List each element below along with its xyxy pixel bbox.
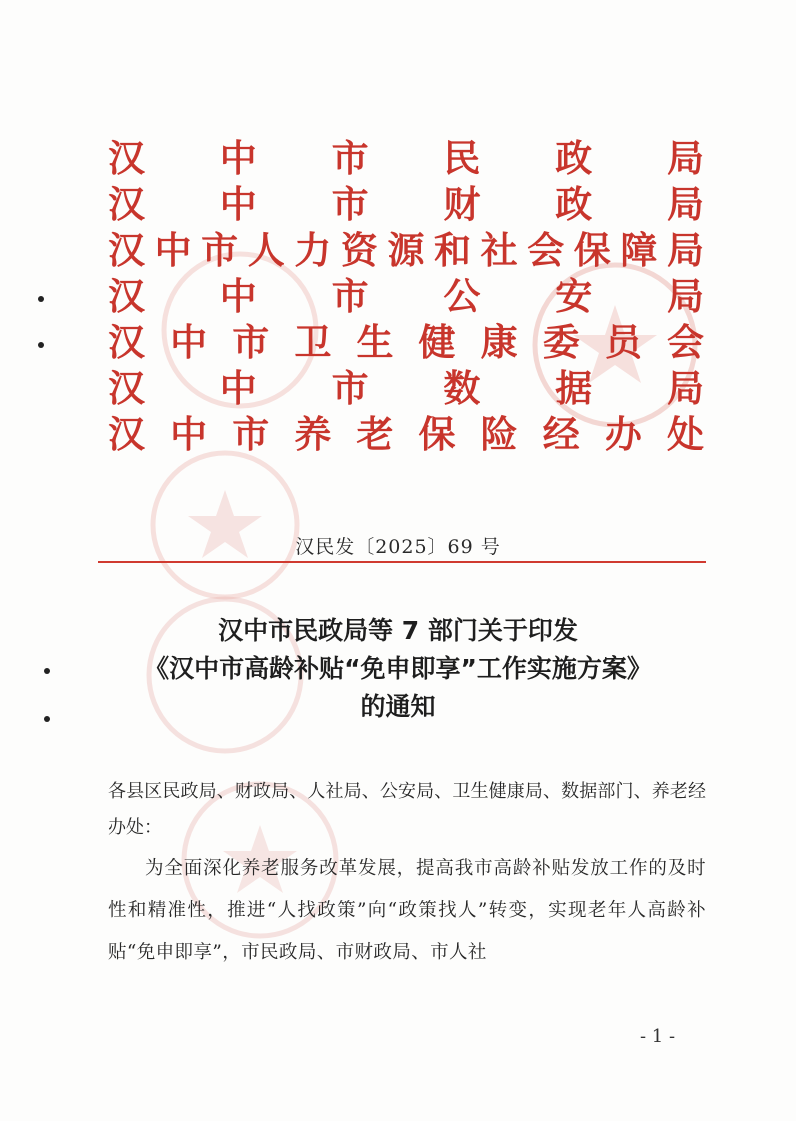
agency-row [108,135,704,181]
agency-char: 康 [480,320,518,364]
agency-char: 据 [555,366,593,410]
agency-char: 中 [170,320,208,364]
agency-char: 市 [331,274,369,318]
agency-char: 市 [331,136,369,180]
agency-char: 险 [480,412,518,456]
page-number: - 1 - [640,1026,676,1047]
agency-row [108,365,704,411]
agency-char: 中 [170,412,208,456]
agency-char: 数 [443,366,481,410]
agency-char: 局 [666,366,704,410]
agency-char: 处 [666,412,704,456]
title-line-3: 的通知 [360,692,436,721]
agency-char: 市 [232,412,270,456]
title-line-2: 《汉中市高龄补贴“免申即享”工作实施方案》 [144,654,652,683]
agency-row [108,319,704,365]
agency-char: 汉 [108,228,145,272]
agency-char: 经 [542,412,580,456]
agency-row [108,411,704,457]
agency-char: 养 [294,412,332,456]
agency-char: 安 [555,274,593,318]
agency-char: 财 [443,182,481,226]
agency-char: 员 [604,320,642,364]
agency-char: 市 [331,366,369,410]
agency-char: 资 [340,228,378,272]
agency-char: 中 [219,136,257,180]
agency-char: 汉 [108,320,145,364]
seal-stamp-middle [140,440,310,610]
agency-char: 会 [527,228,565,272]
agency-char: 中 [154,228,192,272]
agency-char: 中 [219,366,257,410]
document-number: 汉民发〔2025〕69 号 [295,536,501,558]
agency-char: 汉 [108,412,145,456]
agency-char: 源 [387,228,425,272]
agency-char: 障 [620,228,658,272]
agency-char: 人 [247,228,285,272]
agency-char: 卫 [294,320,332,364]
agency-char: 老 [356,412,394,456]
agency-char: 市 [201,228,239,272]
agency-char: 社 [480,228,518,272]
body-paragraph: 为全面深化养老服务改革发展，提高我市高龄补贴发放工作的及时性和精准性，推进“人找政策”向“政策找人”转变，实现老年人高龄补贴“免申即享”，市民政局、市财政局、市人社 [108,858,706,963]
agency-row [108,227,704,273]
agency-char: 政 [555,182,593,226]
agency-char: 保 [418,412,456,456]
agency-char: 中 [219,274,257,318]
agency-char: 和 [434,228,472,272]
agency-char: 汉 [108,366,145,410]
agency-char: 会 [666,320,704,364]
agency-char: 局 [666,228,704,272]
agency-char: 民 [443,136,481,180]
title-line-1: 汉中市民政局等 7 部门关于印发 [218,616,578,645]
agency-row [108,181,704,227]
agency-char: 中 [219,182,257,226]
agency-char: 局 [666,274,704,318]
agency-char: 健 [418,320,456,364]
agency-row [108,273,704,319]
agency-char: 市 [232,320,270,364]
document-title [0,612,796,726]
salutation: 各县区民政局、财政局、人社局、公安局、卫生健康局、数据部门、养老经办处： [108,781,706,838]
agency-char: 公 [443,274,481,318]
issuing-agencies-header [108,135,704,457]
agency-char: 局 [666,136,704,180]
agency-char: 力 [294,228,332,272]
binding-mark [38,342,44,348]
agency-char: 保 [573,228,611,272]
agency-char: 生 [356,320,394,364]
agency-char: 委 [542,320,580,364]
agency-char: 汉 [108,274,145,318]
red-divider-rule [98,561,706,563]
agency-char: 汉 [108,136,145,180]
agency-char: 办 [604,412,642,456]
binding-mark [38,296,44,302]
agency-char: 局 [666,182,704,226]
agency-char: 市 [331,182,369,226]
agency-char: 政 [555,136,593,180]
agency-char: 汉 [108,182,145,226]
